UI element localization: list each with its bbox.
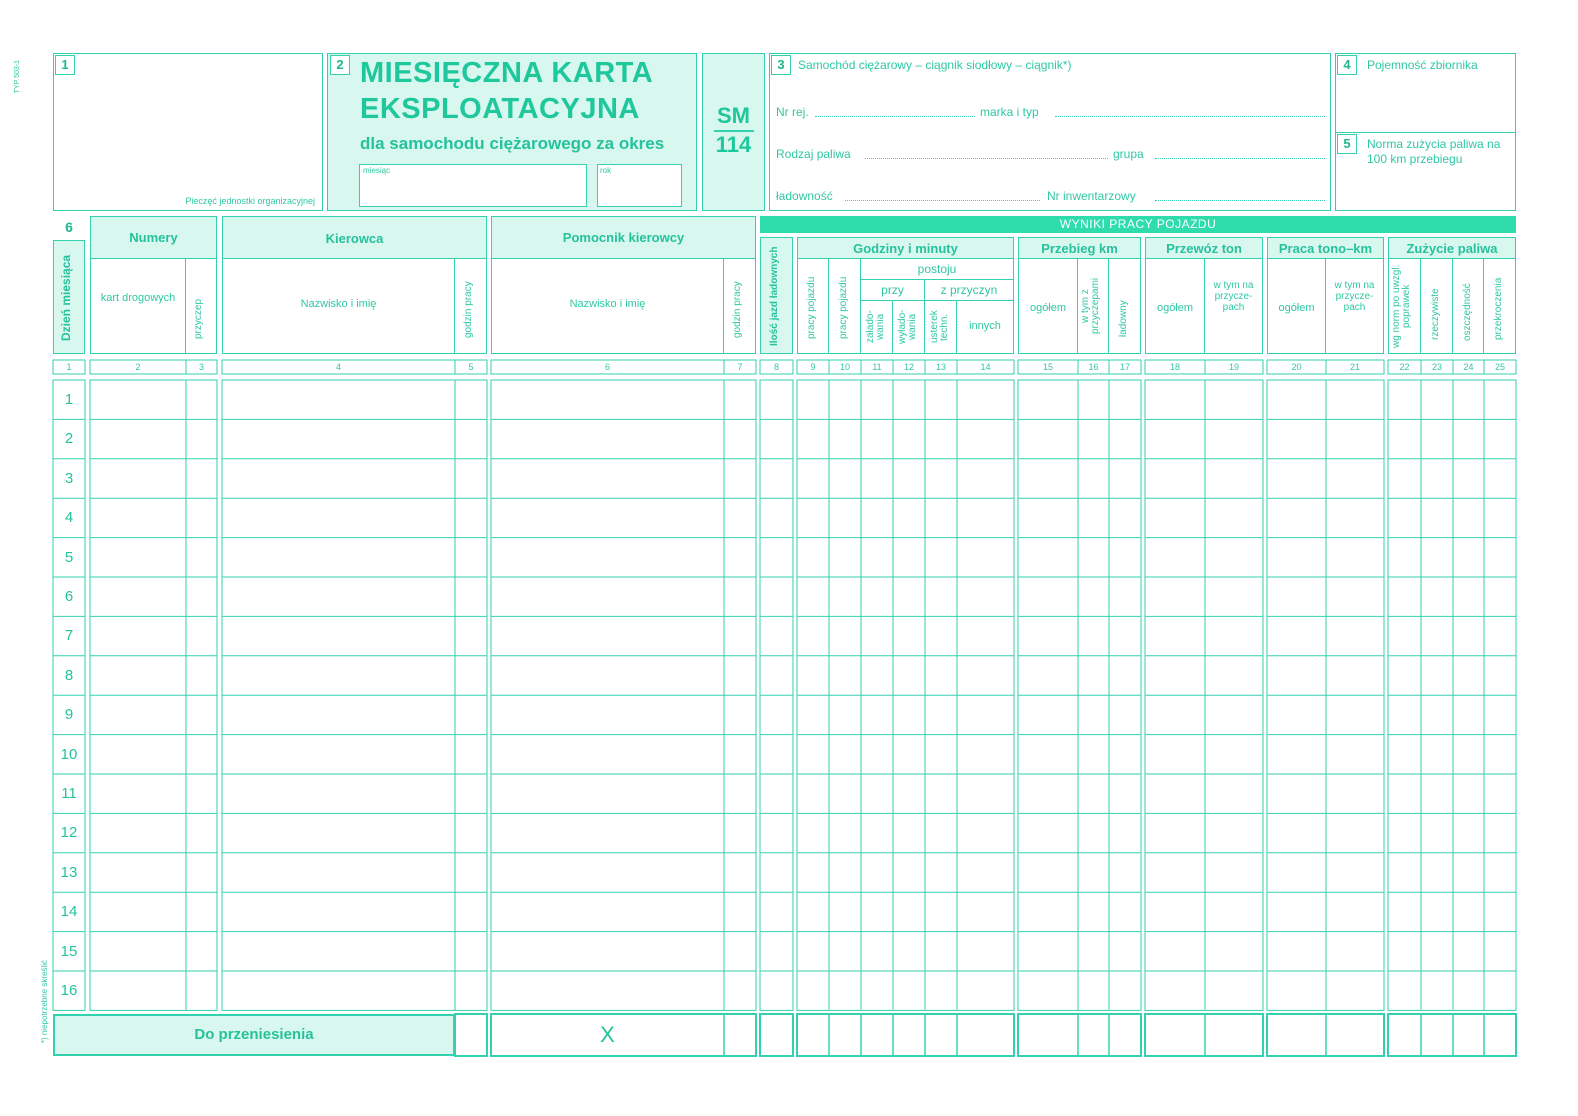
- transport-title: Przewóz ton: [1166, 241, 1242, 256]
- day-row-number: 13: [60, 863, 78, 881]
- box-number-4: 4: [1337, 55, 1357, 75]
- column-number: 12: [903, 362, 914, 372]
- capacity-label: ładowność: [776, 189, 833, 203]
- box-number-2: 2: [330, 55, 350, 75]
- tech-faults-title: usterek techn.: [929, 310, 950, 344]
- stops-title: postoju: [917, 262, 957, 276]
- mileage-title: Przebieg km: [1041, 241, 1118, 256]
- transport-total-title: ogółem: [1156, 302, 1194, 314]
- carry-over-x-mark: X: [600, 1022, 615, 1047]
- column-number: 24: [1463, 362, 1474, 372]
- column-number: 14: [980, 362, 991, 372]
- column-number: 4: [335, 362, 341, 372]
- form-code-bottom: 114: [715, 132, 752, 157]
- footnote: *) niepotrzebne skreślić: [40, 960, 49, 1044]
- assistant-title: Pomocnik kierowcy: [562, 230, 685, 245]
- column-number: 20: [1291, 362, 1302, 372]
- column-number: 25: [1494, 362, 1505, 372]
- reg-no-label: Nr rej.: [776, 105, 809, 119]
- day-row-number: 4: [64, 509, 74, 527]
- fuel-norm-col-title: wg norm po uwzgl. poprawek: [1391, 264, 1412, 348]
- carry-over-label: Do przeniesienia: [194, 1026, 314, 1043]
- grid-cell: [1145, 1014, 1263, 1056]
- box-number-5: 5: [1337, 134, 1357, 154]
- form-title-line2: EKSPLOATACYJNA: [360, 93, 640, 125]
- make-type-label: marka i typ: [980, 105, 1039, 119]
- group-label: grupa: [1113, 147, 1144, 161]
- year-label: rok: [600, 166, 612, 175]
- column-number: 3: [198, 362, 204, 372]
- column-number: 22: [1399, 362, 1410, 372]
- grid-cell: [455, 1014, 487, 1056]
- fuel-use-title: Zużycie paliwa: [1406, 241, 1498, 256]
- day-row-number: 14: [60, 903, 78, 921]
- day-row-number: 1: [64, 391, 74, 408]
- day-row-number: 6: [64, 588, 74, 605]
- day-row-number: 5: [64, 548, 74, 566]
- day-row-number: 16: [60, 982, 78, 999]
- tonkm-trailers-title: w tym na przycze-pach: [1334, 280, 1375, 313]
- loading-title: załado-wania: [865, 310, 886, 344]
- column-number: 19: [1228, 362, 1239, 372]
- mileage-loaded-title: ładowny: [1118, 300, 1129, 338]
- mileage-trailers-title: w tym z przyczepami: [1080, 277, 1101, 335]
- grid-cell: [1018, 1014, 1141, 1056]
- tonkm-title: Praca tono–km: [1278, 241, 1373, 256]
- driver-title: Kierowca: [325, 231, 384, 246]
- other-title: innych: [969, 320, 1001, 332]
- fuel-actual-title: rzeczywiste: [1430, 288, 1441, 340]
- driver-hours-title: godzin pracy: [463, 281, 474, 339]
- column-number: 11: [872, 362, 882, 372]
- transport-trailers-title: w tym na przycze-pach: [1213, 280, 1254, 313]
- fuel-savings-title: oszczędność: [1462, 283, 1473, 341]
- grid-cell: [1388, 1014, 1516, 1056]
- column-number: 17: [1119, 362, 1130, 372]
- results-band: WYNIKI PRACY POJAZDU: [760, 216, 1516, 233]
- day-of-month-header: Dzień miesiąca: [59, 254, 73, 342]
- hours-minutes-title: Godziny i minuty: [853, 241, 958, 256]
- fuel-type-label: Rodzaj paliwa: [776, 147, 851, 161]
- column-number: 7: [737, 362, 743, 372]
- form-title-line1: MIESIĘCZNA KARTA: [360, 57, 654, 89]
- box-number-6: 6: [60, 218, 78, 236]
- with-trailers-title: z przyczyn: [940, 283, 998, 297]
- vehicle-work2-title: pracy pojazdu: [838, 276, 849, 340]
- box-number-3: 3: [771, 55, 791, 75]
- stamp-label: Pieczęć jednostki organizacyjnej: [185, 196, 315, 206]
- tank-capacity-label: Pojemność zbiornika: [1367, 58, 1478, 72]
- day-row-number: 9: [64, 706, 74, 724]
- vehicle-work-title: pracy pojazdu: [806, 276, 817, 340]
- at-title: przy: [881, 283, 904, 297]
- day-row-number: 2: [64, 430, 74, 448]
- day-row-number: 10: [60, 745, 78, 763]
- column-number: 13: [935, 362, 946, 372]
- trailer-title: przyczep: [193, 299, 204, 340]
- mileage-total-title: ogółem: [1029, 302, 1067, 314]
- numbers-title: Numery: [129, 230, 178, 245]
- grid-cell: [760, 1014, 793, 1056]
- column-number: 18: [1169, 362, 1180, 372]
- column-number: 15: [1042, 362, 1053, 372]
- column-number: 2: [135, 362, 141, 372]
- fuel-norm-label: Norma zużycia paliwa na 100 km przebiegu: [1367, 137, 1501, 166]
- box-number-1: 1: [55, 55, 75, 75]
- form-subtitle: dla samochodu ciężarowego za okres: [360, 134, 665, 153]
- tonkm-total-title: ogółem: [1278, 302, 1315, 314]
- column-number: 10: [839, 362, 850, 372]
- column-number: 8: [773, 362, 779, 372]
- day-row-number: 3: [64, 469, 74, 487]
- assistant-name-title: Nazwisko i imię: [569, 298, 646, 310]
- day-row-number: 11: [61, 785, 77, 802]
- column-number: 6: [604, 362, 610, 372]
- column-number: 21: [1349, 362, 1360, 372]
- day-row-number: 7: [64, 627, 74, 645]
- column-number: 1: [66, 362, 72, 372]
- column-number: 23: [1431, 362, 1442, 372]
- vehicle-type-label: Samochód ciężarowy – ciągnik siodłowy – ciągnik*): [798, 58, 1072, 72]
- route-cards-title: kart drogowych: [100, 292, 176, 304]
- form-code-top: SM: [717, 103, 750, 128]
- column-number: 16: [1088, 362, 1099, 372]
- inventory-no-label: Nr inwentarzowy: [1047, 189, 1136, 203]
- fuel-overrun-title: przekroczenia: [1493, 277, 1504, 341]
- column-number: 9: [810, 362, 816, 372]
- unloading-title: wyłado-wania: [897, 309, 918, 345]
- month-label: miesiąc: [363, 166, 391, 175]
- driver-name-title: Nazwisko i imię: [300, 298, 377, 310]
- loaded-trips-title: Ilość jazd ładownych: [769, 246, 780, 346]
- assistant-hours-title: godzin pracy: [732, 281, 743, 339]
- day-row-number: 15: [60, 942, 78, 960]
- day-row-number: 12: [60, 824, 78, 842]
- day-row-number: 8: [64, 666, 74, 684]
- column-number: 5: [468, 362, 474, 372]
- side-code: TYP 503-1: [14, 60, 21, 94]
